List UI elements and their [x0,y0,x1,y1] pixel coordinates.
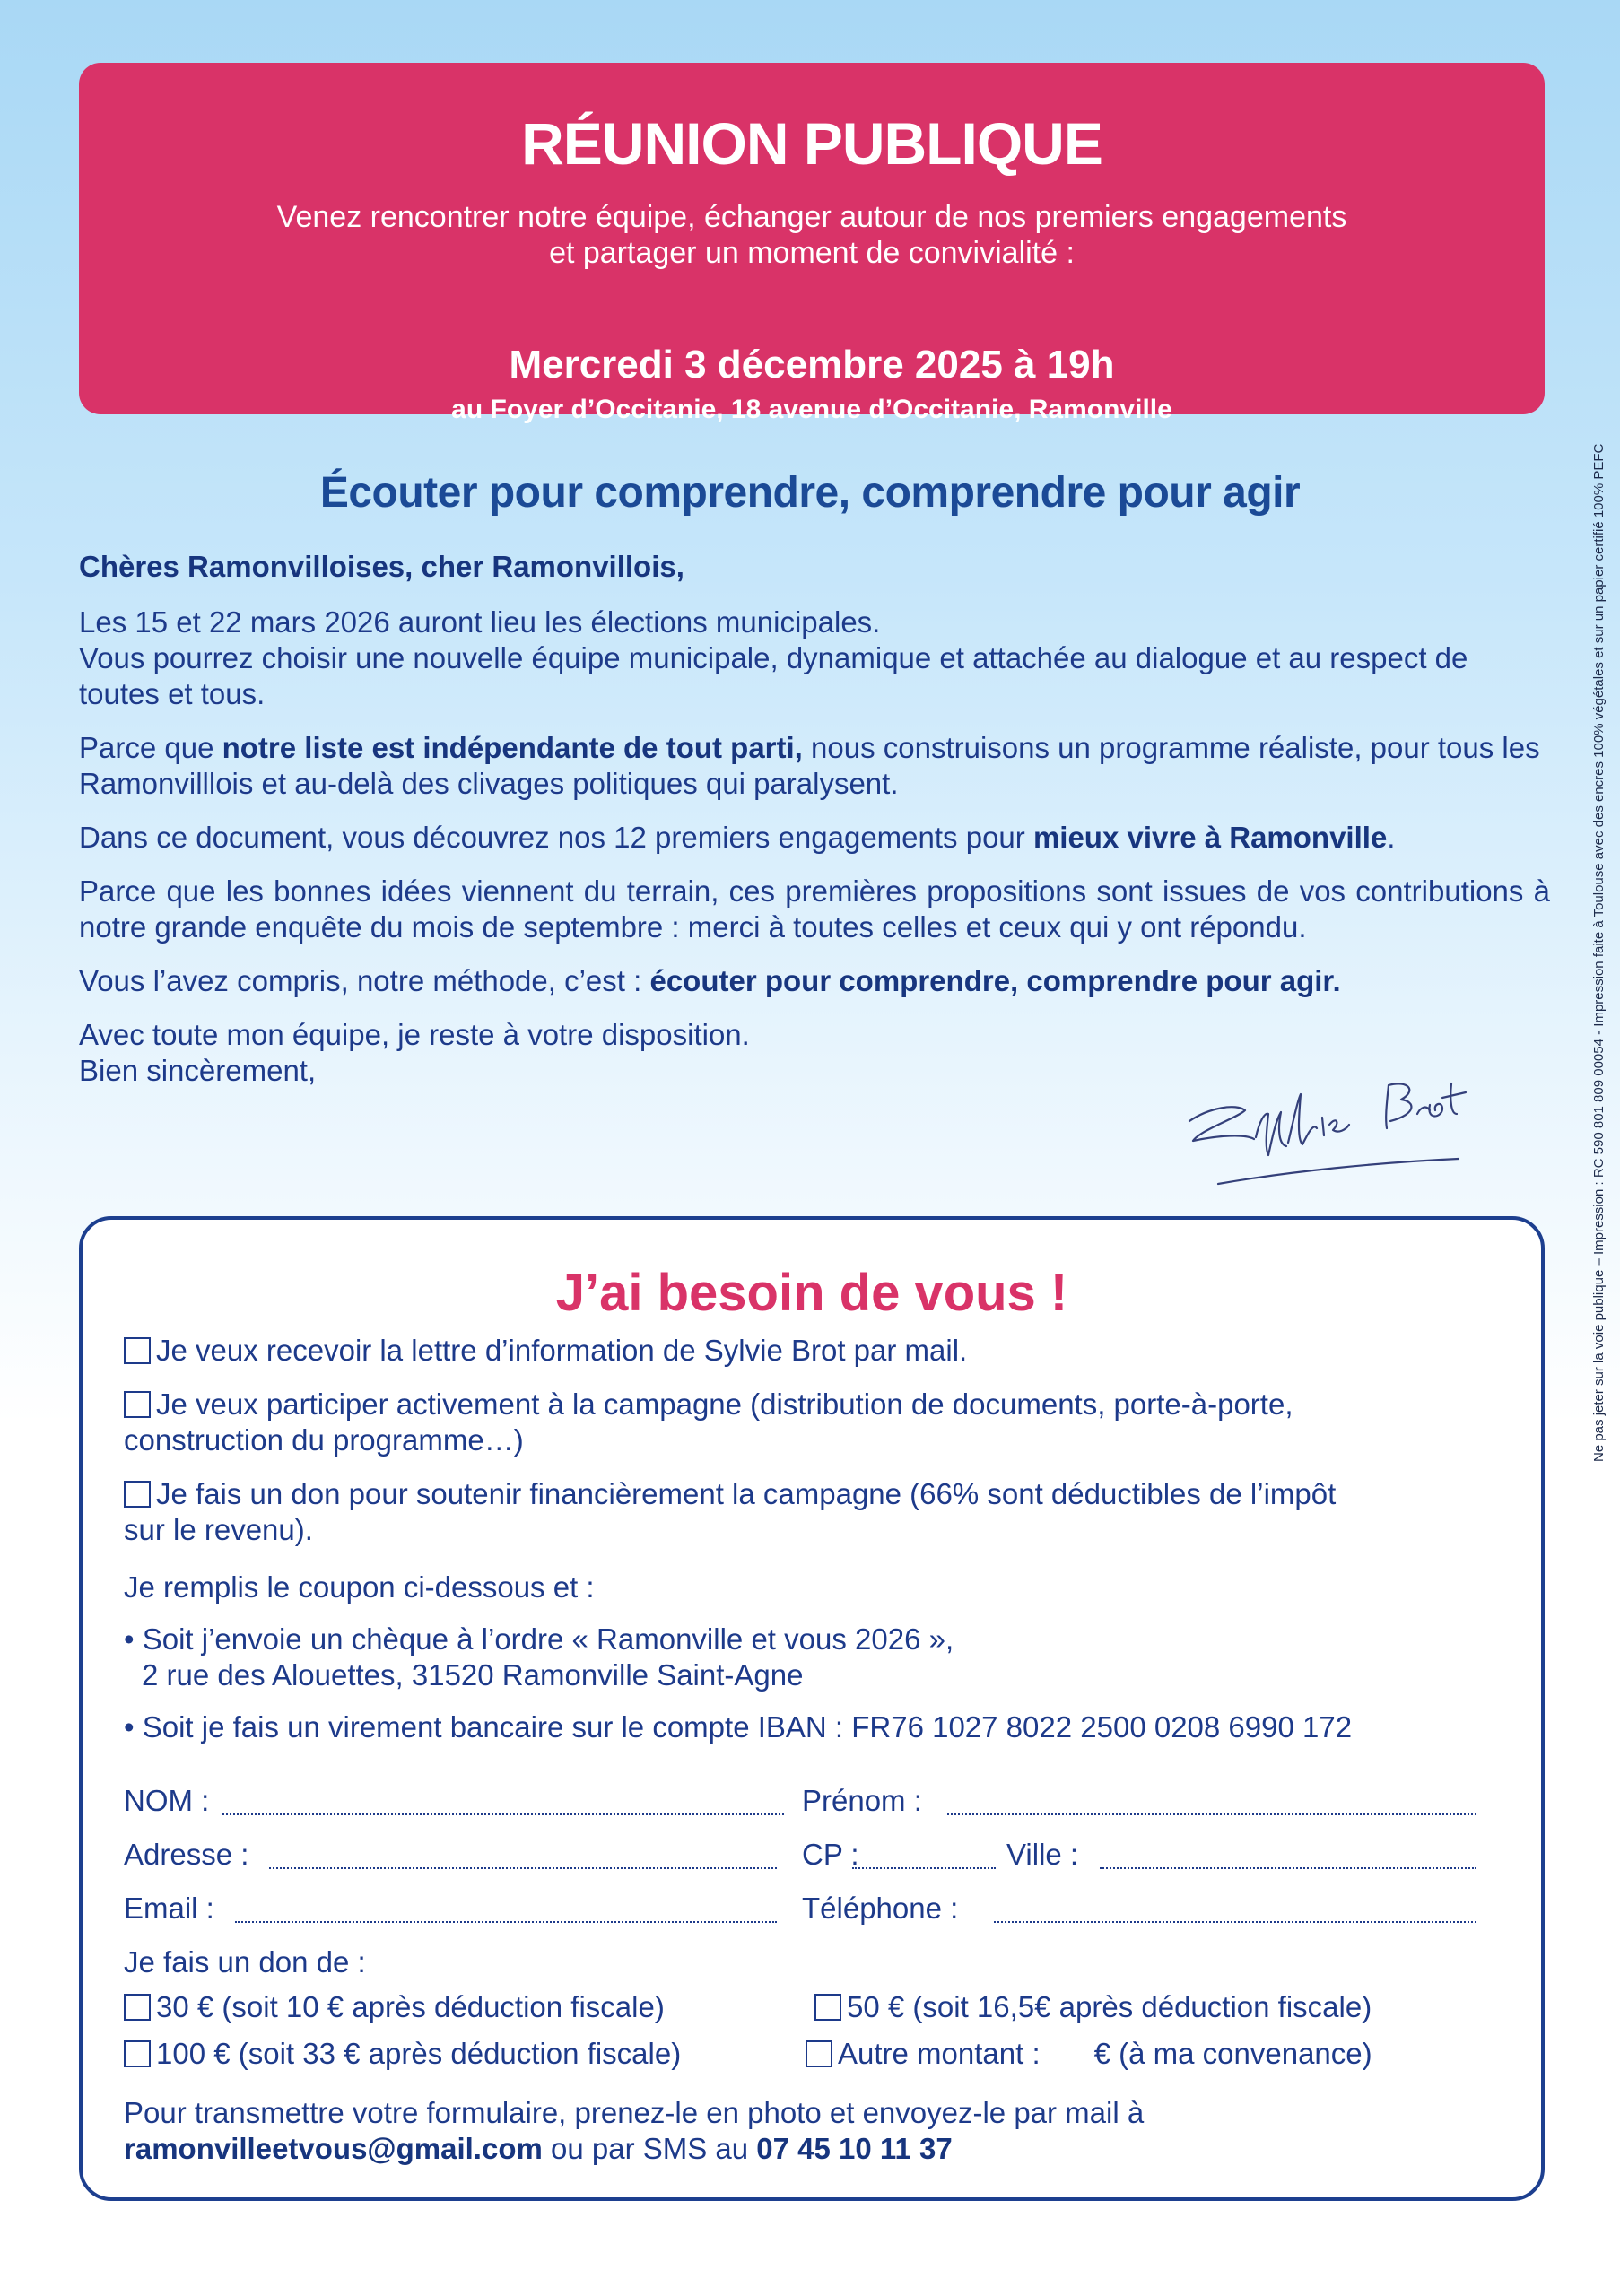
nom-field[interactable] [222,1813,784,1815]
letter-p3-text: Dans ce document, vous découvrez nos 12 premiers engagements pour [79,821,1033,854]
letter-p2 [79,730,1550,802]
ville-label: Ville : [1006,1838,1079,1871]
newsletter-checkbox[interactable] [124,1337,151,1364]
coupon-intro: Je remplis le coupon ci-dessous et : [124,1570,595,1604]
motto-heading: Écouter pour comprendre, comprendre pour agir [319,469,1301,517]
don-label: Je fais un don de : [124,1945,366,1979]
prenom-field[interactable] [947,1813,1476,1815]
letter-p2-text-after: nous construisons un programme réaliste, pour tous les Ramonvilllois et au-delà des clivages politiques qui paralysent. [79,731,1540,800]
support-form [79,1216,1545,2201]
option-volunteer-line1: Je veux participer activement à la campagne (distribution de documents, porte-à-porte, [156,1387,1293,1421]
banner-place: au Foyer d’Occitanie, 18 avenue d’Occitanie, Ramonville [451,395,1172,424]
adresse-label: Adresse : [124,1838,249,1871]
letter-p6-line2: Bien sincèrement, [79,1054,317,1087]
sms-text: ou par SMS au [542,2132,757,2165]
email-label: Email : [124,1892,214,1925]
don-30-option [124,1989,665,2025]
letter-greeting: Chères Ramonvilloises, cher Ramonvillois, [79,550,684,583]
nom-label: NOM : [124,1784,210,1817]
cp-field[interactable] [852,1867,996,1869]
contact-phone[interactable]: 07 45 10 11 37 [756,2132,953,2165]
cp-label: CP : [802,1838,859,1871]
cheque-line2: 2 rue des Alouettes, 31520 Ramonville Saint-Agne [142,1658,804,1692]
banner-date: Mercredi 3 décembre 2025 à 19h [509,343,1115,387]
adresse-field[interactable] [269,1867,777,1869]
letter-p5-bold: écouter pour comprendre, comprendre pour agir. [649,964,1341,997]
letter-p6-line1: Avec toute mon équipe, je reste à votre disposition. [79,1018,750,1051]
option-donation [124,1476,1336,1548]
don-50-label: 50 € (soit 16,5€ après déduction fiscale) [847,1990,1372,2023]
telephone-field[interactable] [994,1921,1476,1923]
option-newsletter-label: Je veux recevoir la lettre d’information de Sylvie Brot par mail. [156,1334,968,1367]
letter-p5-text: Vous l’avez compris, notre méthode, c’est : [79,964,650,997]
letter-p5 [79,963,1550,999]
option-volunteer-line2: construction du programme…) [124,1423,524,1457]
volunteer-checkbox[interactable] [124,1391,151,1418]
cheque-line1: • Soit j’envoie un chèque à l’ordre « Ramonville et vous 2026 », [124,1622,954,1656]
option-donation-line2: sur le revenu). [124,1513,313,1546]
don-100-label: 100 € (soit 33 € après déduction fiscale) [156,2037,682,2070]
letter-p2-bold: notre liste est indépendante de tout parti, [222,731,803,764]
don-other-suffix: € (à ma convenance) [1093,2037,1372,2070]
legal-side-text: Ne pas jeter sur la voie publique – Impression : RC 590 801 809 00054 - Impression faite à Toulouse avec des encres 100% végétales et sur un papier certifié 100% PEFC [1591,443,1607,1462]
letter-p2-text: Parce que [79,731,222,764]
banner-title: RÉUNION PUBLIQUE [521,110,1102,177]
cheque-info [124,1622,954,1693]
banner-intro-line2: et partager un moment de convivialité : [549,236,1075,270]
option-newsletter [124,1333,967,1369]
don-other-checkbox[interactable] [806,2040,832,2067]
letter-p3-text-after: . [1387,821,1396,854]
send-line1: Pour transmettre votre formulaire, prenez-le en photo et envoyez-le par mail à [124,2096,1145,2129]
send-instructions [124,2095,1144,2167]
option-donation-line1: Je fais un don pour soutenir financièrement la campagne (66% sont déductibles de l’impôt [156,1477,1337,1510]
donation-checkbox[interactable] [124,1481,151,1508]
telephone-label: Téléphone : [802,1892,959,1925]
letter-p3-bold: mieux vivre à Ramonville [1032,821,1388,854]
ville-field[interactable] [1100,1867,1476,1869]
don-30-checkbox[interactable] [124,1994,151,2021]
don-50-option [814,1989,1372,2025]
contact-email[interactable]: ramonvilleetvous@gmail.com [124,2132,543,2165]
email-field[interactable] [235,1921,777,1923]
don-100-option [124,2036,681,2072]
letter-p4: Parce que les bonnes idées viennent du terrain, ces premières propositions sont issues de vos contributions à notre grande enquête du mois de septembre : merci à toutes celles et ceux qui y ont répondu. [79,874,1550,944]
letter-p1-line1: Les 15 et 22 mars 2026 auront lieu les élections municipales. [79,605,881,639]
don-30-label: 30 € (soit 10 € après déduction fiscale) [156,1990,665,2023]
letter-p3 [79,820,1550,856]
don-100-checkbox[interactable] [124,2040,151,2067]
don-50-checkbox[interactable] [814,1994,841,2021]
banner-intro [79,199,1545,271]
form-title: J’ai besoin de vous ! [555,1264,1068,1322]
prenom-label: Prénom : [802,1784,922,1817]
letter-p1-line2: Vous pourrez choisir une nouvelle équipe municipale, dynamique et attachée au dialogue et au respect de toutes et tous. [79,641,1468,710]
banner-intro-line1: Venez rencontrer notre équipe, échanger autour de nos premiers engagements [276,200,1347,234]
letter-body [79,549,1550,1107]
transfer-info: • Soit je fais un virement bancaire sur le compte IBAN : FR76 1027 8022 2500 0208 6990 172 [124,1710,1353,1744]
signature-image [1182,1058,1523,1193]
meeting-banner [79,63,1545,424]
don-other-option [806,2036,1372,2072]
option-volunteer [124,1387,1293,1458]
don-other-label: Autre montant : [838,2037,1041,2070]
